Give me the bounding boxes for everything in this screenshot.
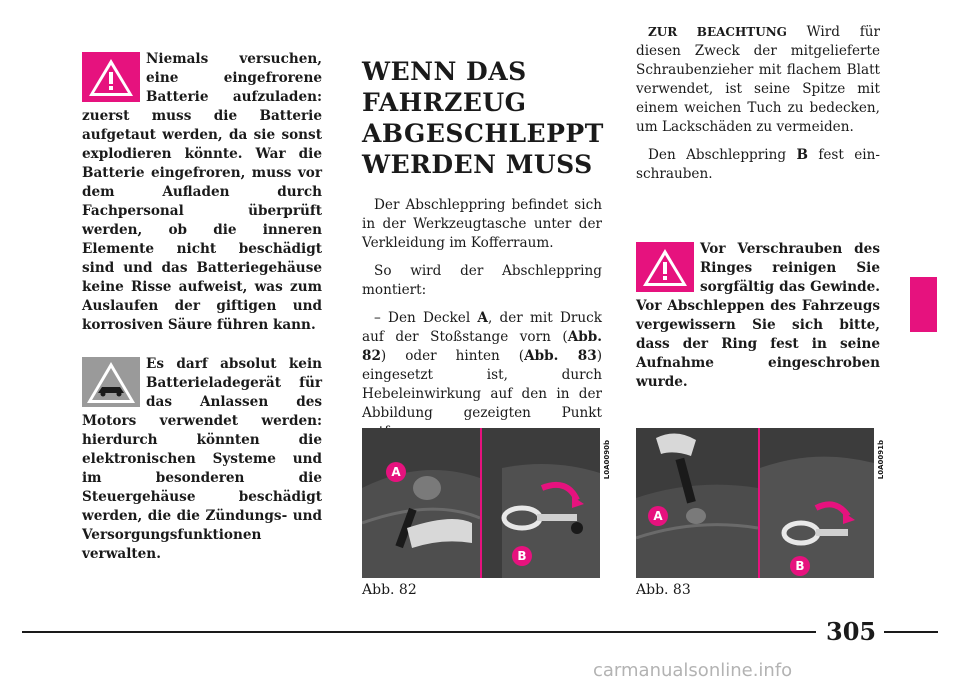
paragraph: Der Abschleppring befindet sich in der Werkzeugtasche unter der Verkleidung im Kofferraum. — [362, 197, 602, 251]
note-paragraph: ZUR BEACHTUNG Wird für diesen Zweck der mitgelieferte Schraubenzieher mit flachem Blatt verwendet, ist seine Spitze mit einem weichen Tuch zu bedecken, um Lackschäden zu vermeiden. — [636, 24, 880, 135]
warning-text: Vor Verschrauben des Ringes reinigen Sie sorgfältig das Gewinde. Vor Abschleppen des Fahrzeugs vergewissern Sie sich bitte, dass der Ring fest in seine Aufnahme eingeschroben wurde. — [636, 241, 880, 390]
warning-battery-frozen — [82, 50, 322, 335]
section-title: WENN DAS FAHRZEUG ABGESCHLEPPT WERDEN MUSS — [362, 57, 604, 179]
note-block — [636, 23, 880, 193]
section-tab — [910, 277, 937, 332]
callout-b: B — [512, 546, 532, 566]
footer-rule-right — [884, 631, 938, 633]
callout-a: A — [386, 462, 406, 482]
paragraph: Den Abschleppring B fest einschrauben. — [636, 147, 880, 182]
watermark: carmanualsonline.info — [593, 660, 793, 681]
figure-code: L0A0091b — [877, 440, 885, 480]
warning-text: Niemals versuchen, eine eingefrorene Batterie aufzuladen: zuerst muss die Batterie aufgetaut werden, da sie sonst explodieren könnte. War die Batterie eingefroren, muss vor dem Aufladen durch Fachpersonal überprüft werden, ob die inneren Elemente nicht beschädigt sind und das Batteriegehäuse keine Risse aufweist, was zum Auslaufen der giftigen und korrosiven Säure führen kann. — [82, 51, 322, 333]
paragraph: So wird der Abschleppring montiert: — [362, 263, 602, 298]
section-towing — [362, 56, 602, 451]
callout-a: A — [648, 506, 668, 526]
paragraph-instruction: – Den Deckel A, der mit Druck auf der Stoßstange vorn (Abb. 82) oder hinten (Abb. 83) eingesetzt ist, durch Hebeleinwirkung auf den in der Abbildung gezeigten Punkt — [362, 310, 602, 421]
figure-caption: Abb. 82 — [362, 582, 417, 598]
figure-divider — [758, 428, 760, 578]
figure-83-illustration — [636, 428, 874, 578]
warning-triangle-icon — [636, 242, 694, 292]
figure-83 — [636, 428, 874, 578]
figure-82 — [362, 428, 600, 578]
figure-caption: Abb. 83 — [636, 582, 691, 598]
warning-thread-clean — [636, 240, 880, 392]
warning-charger-start — [82, 355, 322, 564]
footer-rule-left — [22, 631, 816, 633]
figure-divider — [480, 428, 482, 578]
figure-code: L0A0090b — [603, 440, 611, 480]
car-battery-icon — [82, 357, 140, 407]
warning-text: Es darf absolut kein Batterieladegerät für das Anlassen des Motors verwendet werden: hierdurch könnten die elektronischen Systeme und im besonderen die Steuergehäuse beschädigt werden, die die Zündungs- und Versorgungsfunktionen verwalten. — [82, 356, 322, 562]
warning-triangle-icon — [82, 52, 140, 102]
callout-b: B — [790, 556, 810, 576]
page-number: 305 — [826, 617, 877, 646]
